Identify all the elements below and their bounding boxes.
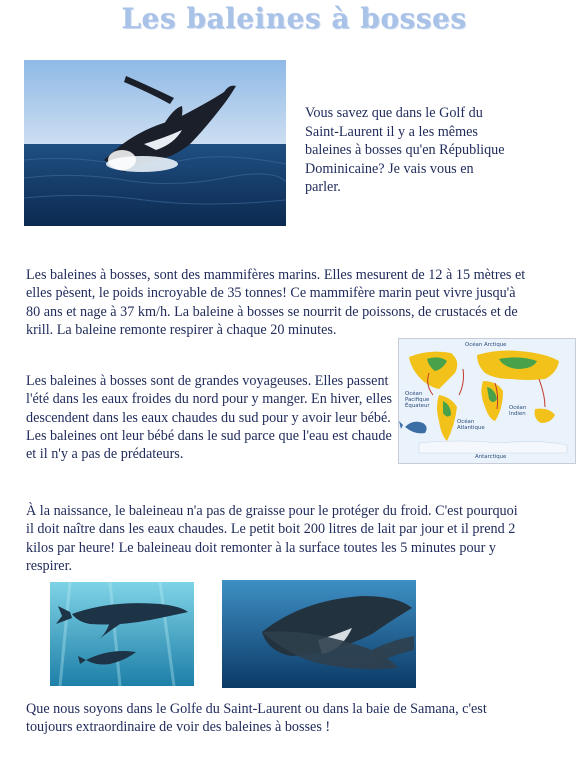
paragraph-3: À la naissance, le baleineau n'a pas de graisse pour le protéger du froid. C'est pourquoi il doit naître dans les eaux chaudes. Le petit boit 200 litres de lait par jour et il prend 2 kilos par heure! Le baleineau doit remonter à la surface toutes les 5 minutes pour y respirer.	[26, 503, 518, 574]
map-label-pacific: Océan Pacifique Équateur	[405, 391, 430, 409]
paragraph-2: Les baleines à bosses sont de grandes voyageuses. Elles passent l'été dans les eaux froides du nord pour y manger. En hiver, elles descendent dans les eaux chaudes du sud pour y avoir leur bébé. Les baleines ont leur bébé dans le sud parce que l'eau est chaude et il n'y a pas de prédateurs.	[26, 373, 393, 463]
page-title: Les baleines à bosses	[121, 2, 467, 35]
paragraph-1: Les baleines à bosses, sont des mammifères marins. Elles mesurent de 12 à 15 mètres et elles pèsent, le poids incroyable de 35 tonnes! Ce mammifère marin peut vivre jusqu'à 80 ans et nage à 37 km/h. La baleine à bosses se nourrit de poissons, de crustacés et de krill. La baleine remonte respirer à chaque 20 minutes.	[26, 267, 526, 338]
intro-paragraph: Vous savez que dans le Golf du Saint-Laurent il y a les mêmes baleines à bosses qu'en République Dominicaine? Je vais vous en parler.	[305, 105, 505, 196]
map-label-indian: Océan Indien	[509, 405, 527, 417]
migration-world-map	[398, 338, 576, 464]
paragraph-4: Que nous soyons dans le Golfe du Saint-Laurent ou dans la baie de Samana, c'est toujours extraordinaire de voir des baleines à bosses !	[26, 701, 487, 736]
breaching-whale-photo	[24, 60, 286, 226]
map-label-atlantic: Océan Atlantique	[457, 419, 485, 431]
map-label-antarctic: Antarctique	[475, 454, 507, 460]
mother-calf-illustration	[50, 582, 194, 686]
whales-underwater-photo	[222, 580, 416, 688]
map-label-arctic: Océan Arctique	[465, 342, 507, 348]
